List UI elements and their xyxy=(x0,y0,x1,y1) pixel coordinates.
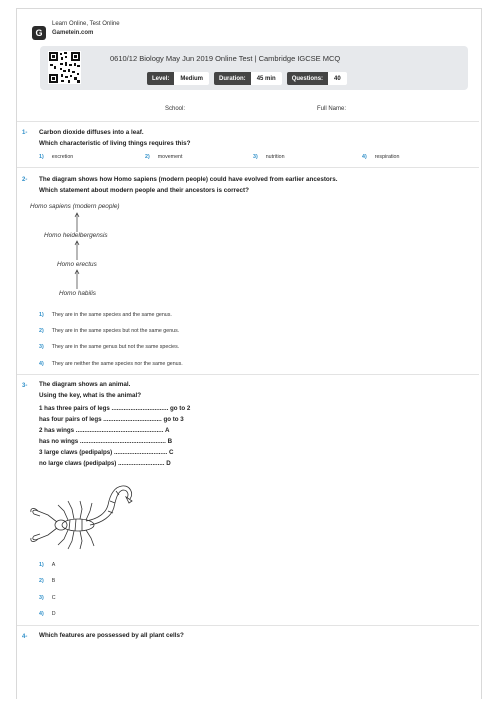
option-1[interactable]: 1) They are in the same species and the same genus. xyxy=(39,312,172,318)
key-line: no large claws (pedipalps) ........................... D xyxy=(39,460,171,467)
option-1[interactable]: 1) excretion xyxy=(39,154,74,160)
full-name-field-label: Full Name: xyxy=(317,106,347,112)
option-3[interactable]: 3) nutrition xyxy=(253,154,285,160)
option-3[interactable]: 3) They are in the same genus but not the same species. xyxy=(39,344,180,350)
test-info xyxy=(147,72,347,85)
gametein-logo: G xyxy=(32,26,46,40)
diagram-label-homo-erectus: Homo erectus xyxy=(57,261,97,268)
duration-badge: Duration: 45 min xyxy=(214,72,282,85)
question-number: 4- xyxy=(22,634,28,640)
question-2-text: The diagram shows how Homo sapiens (modern people) could have evolved from earlier ancestors. Which statement about modern people and their ancestors is correct? xyxy=(39,176,338,194)
scorpion-diagram xyxy=(28,481,140,553)
key-line: 3 large claws (pedipalps) ............................... C xyxy=(39,449,174,456)
question-number: 1- xyxy=(22,130,28,136)
question-3-text: The diagram shows an animal. Using the key, what is the animal? xyxy=(39,381,142,399)
option-4[interactable]: 4) D xyxy=(39,611,56,617)
identification-key xyxy=(39,403,190,469)
key-line: 1 has three pairs of legs ................................. go to 2 xyxy=(39,405,191,412)
key-line: 2 has wings ................................................... A xyxy=(39,427,170,434)
diagram-label-homo-habilis: Homo habilis xyxy=(59,290,96,297)
diagram-label-homo-heidelbergensis: Homo heidelbergensis xyxy=(44,232,108,239)
diagram-label-homo-sapiens: Homo sapiens (modern people) xyxy=(30,203,120,210)
divider xyxy=(17,625,479,626)
option-4[interactable]: 4) They are neither the same species nor the same genus. xyxy=(39,361,183,367)
school-field-label: School: xyxy=(165,106,186,112)
option-3[interactable]: 3) C xyxy=(39,595,56,601)
question-number: 2- xyxy=(22,177,28,183)
question-4-text: Which features are possessed by all plant cells? xyxy=(39,632,184,639)
brand xyxy=(32,20,120,40)
evolution-arrows xyxy=(60,210,90,292)
key-line: has no wings .................................................. B xyxy=(39,438,173,445)
option-2[interactable]: 2) They are in the same species but not the same genus. xyxy=(39,328,180,334)
divider xyxy=(17,374,479,375)
page-title: 0610/12 Biology May Jun 2019 Online Test | Cambridge IGCSE MCQ xyxy=(110,54,341,63)
page-frame xyxy=(16,8,482,699)
option-4[interactable]: 4) respiration xyxy=(362,154,400,160)
divider xyxy=(17,167,479,168)
option-2[interactable]: 2) movement xyxy=(145,154,183,160)
questions-badge: Questions: 40 xyxy=(287,72,347,85)
question-1-text: Carbon dioxide diffuses into a leaf. Which characteristic of living things requires this? xyxy=(39,129,191,147)
divider xyxy=(17,121,479,122)
option-2[interactable]: 2) B xyxy=(39,578,56,584)
level-badge: Level: Medium xyxy=(147,72,209,85)
brand-tagline: Learn Online, Test Online xyxy=(52,21,120,27)
brand-site[interactable]: Gametein.com xyxy=(52,30,94,36)
option-1[interactable]: 1) A xyxy=(39,562,56,568)
key-line: has four pairs of legs .................................. go to 3 xyxy=(39,416,184,423)
qr-code-icon xyxy=(48,51,81,84)
question-number: 3- xyxy=(22,383,28,389)
